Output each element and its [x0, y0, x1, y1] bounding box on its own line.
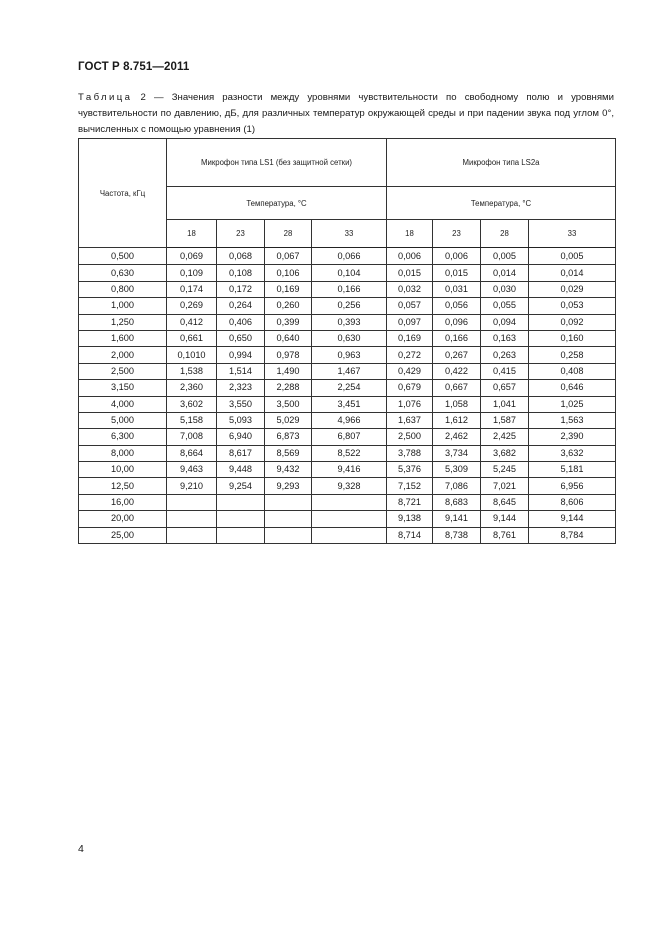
cell-frequency: 6,300 — [79, 429, 167, 445]
cell-frequency: 2,500 — [79, 363, 167, 379]
cell-ls1-28: 0,399 — [265, 314, 312, 330]
cell-ls2a-33: 3,632 — [529, 445, 616, 461]
header-frequency: Частота, кГц — [79, 139, 167, 248]
cell-ls1-23: 6,940 — [217, 429, 265, 445]
cell-ls1-18: 7,008 — [167, 429, 217, 445]
cell-ls1-23 — [217, 511, 265, 527]
cell-ls1-28: 2,288 — [265, 380, 312, 396]
header-ls2a-temp-28: 28 — [481, 220, 529, 248]
header-mic-ls2a: Микрофон типа LS2a — [387, 139, 616, 187]
cell-ls1-18: 0,174 — [167, 281, 217, 297]
caption-lead: Таблица — [78, 92, 133, 103]
cell-ls2a-28: 9,144 — [481, 511, 529, 527]
table-row — [79, 314, 616, 330]
cell-ls2a-18: 0,057 — [387, 298, 433, 314]
table-body — [79, 248, 616, 544]
cell-ls1-18: 0,069 — [167, 248, 217, 265]
cell-frequency: 0,800 — [79, 281, 167, 297]
cell-ls1-33: 6,807 — [312, 429, 387, 445]
cell-frequency: 12,50 — [79, 478, 167, 494]
cell-ls2a-33: 9,144 — [529, 511, 616, 527]
cell-ls1-18: 1,538 — [167, 363, 217, 379]
cell-ls2a-18: 0,679 — [387, 380, 433, 396]
header-ls1-temp-33: 33 — [312, 220, 387, 248]
cell-ls2a-28: 5,245 — [481, 462, 529, 478]
table-row — [79, 281, 616, 297]
cell-ls1-18: 0,661 — [167, 330, 217, 346]
cell-ls2a-33: 0,646 — [529, 380, 616, 396]
cell-ls1-23: 5,093 — [217, 412, 265, 428]
cell-ls1-28: 0,169 — [265, 281, 312, 297]
cell-ls1-23: 3,550 — [217, 396, 265, 412]
cell-ls2a-28: 0,014 — [481, 265, 529, 281]
cell-ls2a-33: 0,014 — [529, 265, 616, 281]
cell-ls2a-23: 0,422 — [433, 363, 481, 379]
cell-ls2a-18: 9,138 — [387, 511, 433, 527]
cell-frequency: 1,250 — [79, 314, 167, 330]
cell-ls2a-23: 2,462 — [433, 429, 481, 445]
cell-ls2a-33: 2,390 — [529, 429, 616, 445]
cell-ls1-18 — [167, 494, 217, 510]
table-row — [79, 511, 616, 527]
cell-ls2a-18: 3,788 — [387, 445, 433, 461]
table-row — [79, 380, 616, 396]
header-ls2a-temperature: Температура, °C — [387, 187, 616, 220]
cell-ls1-33 — [312, 511, 387, 527]
table-row — [79, 298, 616, 314]
cell-ls1-33: 0,256 — [312, 298, 387, 314]
header-ls2a-temp-23: 23 — [433, 220, 481, 248]
cell-frequency: 8,000 — [79, 445, 167, 461]
cell-ls1-33: 3,451 — [312, 396, 387, 412]
cell-ls2a-28: 0,163 — [481, 330, 529, 346]
cell-ls1-23: 8,617 — [217, 445, 265, 461]
cell-ls1-23: 2,323 — [217, 380, 265, 396]
table-row — [79, 248, 616, 265]
cell-ls1-18: 9,463 — [167, 462, 217, 478]
cell-ls2a-23: 0,667 — [433, 380, 481, 396]
cell-ls2a-23: 0,096 — [433, 314, 481, 330]
cell-ls2a-33: 0,092 — [529, 314, 616, 330]
cell-ls2a-28: 8,645 — [481, 494, 529, 510]
cell-frequency: 0,500 — [79, 248, 167, 265]
header-ls1-temperature: Температура, °C — [167, 187, 387, 220]
cell-ls2a-33: 0,408 — [529, 363, 616, 379]
cell-ls2a-33: 0,053 — [529, 298, 616, 314]
cell-ls2a-23: 0,006 — [433, 248, 481, 265]
cell-ls1-33: 4,966 — [312, 412, 387, 428]
cell-ls1-28: 0,260 — [265, 298, 312, 314]
document-code: ГОСТ Р 8.751—2011 — [78, 61, 190, 73]
cell-ls2a-28: 8,761 — [481, 527, 529, 543]
cell-ls2a-28: 0,094 — [481, 314, 529, 330]
cell-ls2a-23: 8,738 — [433, 527, 481, 543]
cell-ls2a-28: 3,682 — [481, 445, 529, 461]
cell-ls2a-28: 1,041 — [481, 396, 529, 412]
cell-ls2a-18: 2,500 — [387, 429, 433, 445]
cell-ls2a-18: 0,006 — [387, 248, 433, 265]
table-row — [79, 445, 616, 461]
header-ls2a-temp-18: 18 — [387, 220, 433, 248]
cell-ls1-23: 9,254 — [217, 478, 265, 494]
table-row — [79, 265, 616, 281]
table-row — [79, 363, 616, 379]
data-table — [78, 138, 616, 544]
table-row — [79, 462, 616, 478]
cell-ls2a-33: 1,563 — [529, 412, 616, 428]
cell-ls1-23: 0,068 — [217, 248, 265, 265]
cell-ls2a-33: 0,029 — [529, 281, 616, 297]
cell-ls2a-28: 0,030 — [481, 281, 529, 297]
cell-ls1-23: 0,264 — [217, 298, 265, 314]
cell-ls1-33: 2,254 — [312, 380, 387, 396]
cell-ls1-33: 0,393 — [312, 314, 387, 330]
cell-ls2a-18: 5,376 — [387, 462, 433, 478]
cell-ls2a-28: 0,263 — [481, 347, 529, 363]
cell-ls1-18: 2,360 — [167, 380, 217, 396]
cell-ls1-23: 0,650 — [217, 330, 265, 346]
cell-ls1-28: 8,569 — [265, 445, 312, 461]
table-row — [79, 412, 616, 428]
cell-ls1-18: 5,158 — [167, 412, 217, 428]
cell-ls1-28: 9,293 — [265, 478, 312, 494]
cell-ls2a-33: 8,606 — [529, 494, 616, 510]
cell-ls1-33: 1,467 — [312, 363, 387, 379]
cell-ls1-33: 0,963 — [312, 347, 387, 363]
cell-frequency: 4,000 — [79, 396, 167, 412]
cell-ls1-33: 0,104 — [312, 265, 387, 281]
cell-ls1-33: 0,066 — [312, 248, 387, 265]
cell-ls2a-33: 0,160 — [529, 330, 616, 346]
cell-ls1-18: 0,1010 — [167, 347, 217, 363]
cell-ls2a-33: 6,956 — [529, 478, 616, 494]
cell-ls1-18: 3,602 — [167, 396, 217, 412]
cell-frequency: 3,150 — [79, 380, 167, 396]
cell-ls1-18: 0,412 — [167, 314, 217, 330]
cell-ls1-28: 6,873 — [265, 429, 312, 445]
cell-ls2a-18: 0,015 — [387, 265, 433, 281]
cell-ls1-28: 5,029 — [265, 412, 312, 428]
cell-ls2a-23: 5,309 — [433, 462, 481, 478]
cell-ls2a-23: 0,267 — [433, 347, 481, 363]
cell-ls1-28: 3,500 — [265, 396, 312, 412]
cell-ls2a-18: 0,032 — [387, 281, 433, 297]
cell-ls2a-23: 1,612 — [433, 412, 481, 428]
page-number: 4 — [78, 843, 84, 855]
cell-frequency: 2,000 — [79, 347, 167, 363]
cell-ls1-28: 9,432 — [265, 462, 312, 478]
cell-ls1-23: 1,514 — [217, 363, 265, 379]
cell-ls1-28: 0,067 — [265, 248, 312, 265]
cell-ls1-23: 0,172 — [217, 281, 265, 297]
cell-ls1-28 — [265, 494, 312, 510]
cell-ls2a-28: 0,415 — [481, 363, 529, 379]
cell-ls2a-23: 8,683 — [433, 494, 481, 510]
cell-ls1-23 — [217, 527, 265, 543]
cell-ls1-18: 8,664 — [167, 445, 217, 461]
cell-ls1-33 — [312, 527, 387, 543]
cell-ls1-23: 0,994 — [217, 347, 265, 363]
cell-frequency: 16,00 — [79, 494, 167, 510]
cell-ls1-28: 1,490 — [265, 363, 312, 379]
cell-ls1-23: 9,448 — [217, 462, 265, 478]
cell-ls2a-23: 7,086 — [433, 478, 481, 494]
cell-ls1-33 — [312, 494, 387, 510]
cell-ls1-28: 0,106 — [265, 265, 312, 281]
header-ls1-temp-18: 18 — [167, 220, 217, 248]
cell-ls1-18 — [167, 511, 217, 527]
cell-frequency: 5,000 — [79, 412, 167, 428]
table-row — [79, 478, 616, 494]
cell-ls2a-28: 2,425 — [481, 429, 529, 445]
cell-ls1-23: 0,108 — [217, 265, 265, 281]
table-row — [79, 527, 616, 543]
cell-ls2a-28: 0,055 — [481, 298, 529, 314]
cell-ls2a-23: 9,141 — [433, 511, 481, 527]
cell-ls1-18: 0,109 — [167, 265, 217, 281]
table-row — [79, 494, 616, 510]
table-row — [79, 429, 616, 445]
cell-ls2a-18: 8,714 — [387, 527, 433, 543]
table-caption — [78, 90, 614, 138]
cell-frequency: 0,630 — [79, 265, 167, 281]
cell-ls2a-23: 3,734 — [433, 445, 481, 461]
cell-ls1-33: 0,630 — [312, 330, 387, 346]
cell-ls2a-28: 1,587 — [481, 412, 529, 428]
cell-ls2a-28: 7,021 — [481, 478, 529, 494]
cell-frequency: 1,600 — [79, 330, 167, 346]
cell-ls2a-33: 0,005 — [529, 248, 616, 265]
cell-ls1-33: 8,522 — [312, 445, 387, 461]
cell-ls2a-23: 0,015 — [433, 265, 481, 281]
cell-ls1-28: 0,640 — [265, 330, 312, 346]
cell-ls1-33: 9,328 — [312, 478, 387, 494]
cell-ls1-28 — [265, 527, 312, 543]
table-row — [79, 330, 616, 346]
cell-ls2a-18: 0,169 — [387, 330, 433, 346]
cell-ls2a-18: 0,429 — [387, 363, 433, 379]
caption-text: 2 — Значения разности между уровнями чувствительности по свободному полю и уровнями чувствительности по давлению, дБ, для различных температур окружающей среды и при падении звука под углом 0°, вычисленных с помощью уравнения (1) — [78, 92, 614, 135]
header-ls1-temp-28: 28 — [265, 220, 312, 248]
cell-ls1-23: 0,406 — [217, 314, 265, 330]
cell-ls1-18: 0,269 — [167, 298, 217, 314]
cell-ls2a-23: 0,031 — [433, 281, 481, 297]
cell-ls2a-33: 0,258 — [529, 347, 616, 363]
cell-frequency: 25,00 — [79, 527, 167, 543]
cell-ls2a-33: 8,784 — [529, 527, 616, 543]
cell-ls2a-18: 8,721 — [387, 494, 433, 510]
cell-ls2a-18: 1,076 — [387, 396, 433, 412]
cell-ls1-33: 0,166 — [312, 281, 387, 297]
cell-ls1-33: 9,416 — [312, 462, 387, 478]
cell-ls2a-28: 0,657 — [481, 380, 529, 396]
cell-ls2a-18: 1,637 — [387, 412, 433, 428]
header-mic-ls1: Микрофон типа LS1 (без защитной сетки) — [167, 139, 387, 187]
cell-ls2a-23: 0,056 — [433, 298, 481, 314]
cell-ls1-18 — [167, 527, 217, 543]
table-row — [79, 347, 616, 363]
cell-ls2a-28: 0,005 — [481, 248, 529, 265]
cell-frequency: 20,00 — [79, 511, 167, 527]
table-row — [79, 396, 616, 412]
cell-ls2a-18: 7,152 — [387, 478, 433, 494]
cell-ls2a-18: 0,097 — [387, 314, 433, 330]
cell-ls2a-23: 0,166 — [433, 330, 481, 346]
cell-ls2a-18: 0,272 — [387, 347, 433, 363]
cell-ls2a-33: 5,181 — [529, 462, 616, 478]
cell-frequency: 1,000 — [79, 298, 167, 314]
cell-ls1-28: 0,978 — [265, 347, 312, 363]
cell-ls2a-33: 1,025 — [529, 396, 616, 412]
cell-frequency: 10,00 — [79, 462, 167, 478]
header-ls2a-temp-33: 33 — [529, 220, 616, 248]
cell-ls1-18: 9,210 — [167, 478, 217, 494]
header-ls1-temp-23: 23 — [217, 220, 265, 248]
cell-ls1-23 — [217, 494, 265, 510]
cell-ls2a-23: 1,058 — [433, 396, 481, 412]
cell-ls1-28 — [265, 511, 312, 527]
